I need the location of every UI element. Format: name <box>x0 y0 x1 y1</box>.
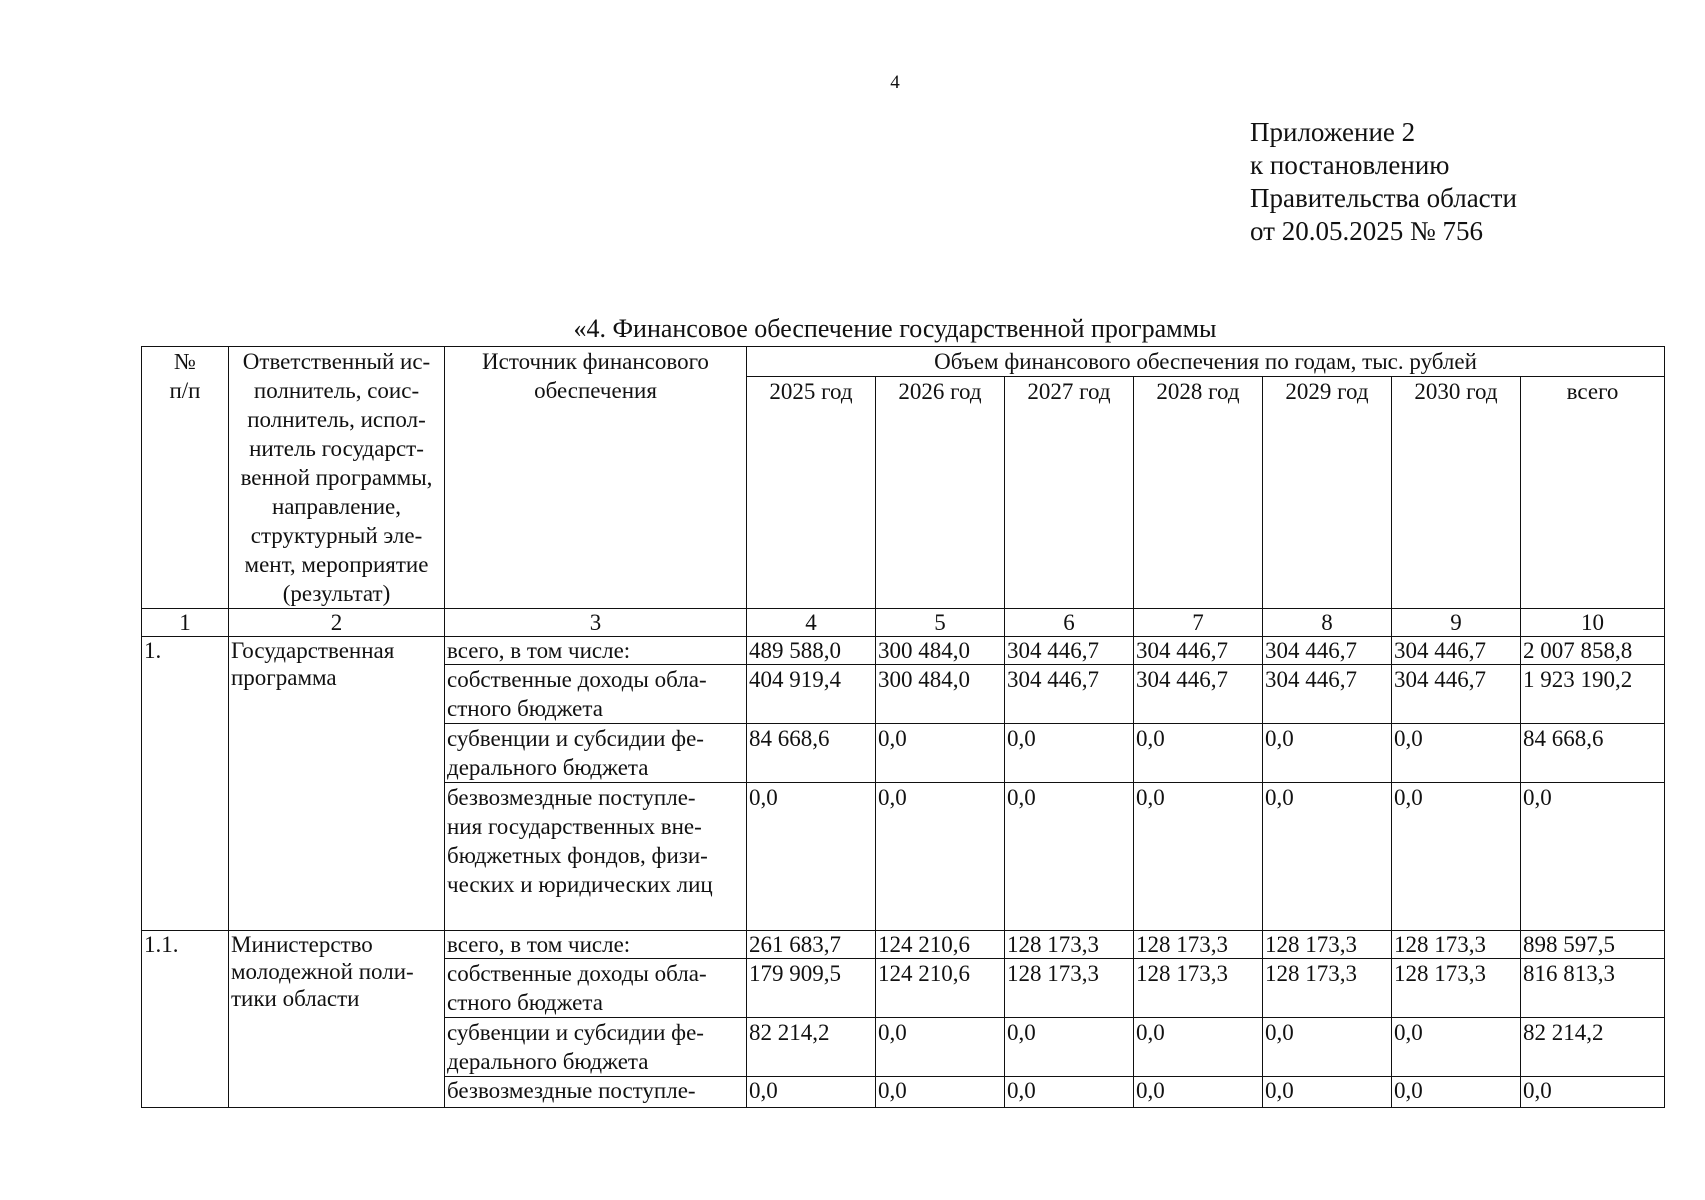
header-row <box>142 347 1665 377</box>
appendix-line: Приложение 2 <box>1250 117 1416 147</box>
year-value-cell: 489 588,0 <box>747 637 876 665</box>
year-value-cell: 304 446,7 <box>1134 637 1263 665</box>
header-text: обеспечения <box>534 378 657 403</box>
year-value-cell: 128 173,3 <box>1263 959 1392 1018</box>
year-value-cell: 304 446,7 <box>1005 665 1134 724</box>
year-value-cell: 304 446,7 <box>1263 665 1392 724</box>
year-value-cell: 0,0 <box>876 724 1005 783</box>
header-text: (результат) <box>282 581 391 606</box>
header-text: п/п <box>169 378 201 403</box>
column-number: 7 <box>1134 609 1263 637</box>
year-value-cell: 0,0 <box>747 1077 876 1108</box>
total-value-cell: 0,0 <box>1521 1077 1665 1108</box>
total-value-cell: 84 668,6 <box>1521 724 1665 783</box>
header-text: Источник финансового <box>482 349 709 374</box>
header-text: № <box>174 349 196 374</box>
year-value-cell: 0,0 <box>1392 724 1521 783</box>
column-number: 8 <box>1263 609 1392 637</box>
total-value-cell: 0,0 <box>1521 783 1665 931</box>
column-number: 1 <box>142 609 229 637</box>
table-row <box>142 931 1665 959</box>
year-value-cell: 0,0 <box>1263 724 1392 783</box>
header-year: 2026 год <box>876 377 1005 609</box>
responsible-line: Министерство <box>231 932 373 957</box>
year-value-cell: 0,0 <box>1392 783 1521 931</box>
source-line: бюджетных фондов, физи- <box>447 843 708 868</box>
table-row <box>142 637 1665 665</box>
source-line: собственные доходы обла- <box>447 961 707 986</box>
header-text: полнитель, испол- <box>247 407 426 432</box>
year-value-cell: 0,0 <box>1392 1077 1521 1108</box>
appendix-block <box>1250 116 1517 248</box>
year-value-cell: 179 909,5 <box>747 959 876 1018</box>
year-value-cell: 0,0 <box>876 1018 1005 1077</box>
year-value-cell: 304 446,7 <box>1392 665 1521 724</box>
header-text: структурный эле- <box>250 523 423 548</box>
header-text: нитель государст- <box>249 436 424 461</box>
total-value-cell: 82 214,2 <box>1521 1018 1665 1077</box>
header-num <box>142 347 229 609</box>
header-year: 2029 год <box>1263 377 1392 609</box>
column-number: 4 <box>747 609 876 637</box>
source-line: ческих и юридических лиц <box>447 872 713 897</box>
header-text: направление, <box>271 494 402 519</box>
header-year: 2025 год <box>747 377 876 609</box>
year-value-cell: 0,0 <box>1263 1018 1392 1077</box>
year-value-cell: 304 446,7 <box>1005 637 1134 665</box>
header-text: Ответственный ис- <box>242 349 431 374</box>
total-value-cell: 2 007 858,8 <box>1521 637 1665 665</box>
responsible-cell <box>229 931 445 1108</box>
year-value-cell: 0,0 <box>1005 783 1134 931</box>
year-value-cell: 304 446,7 <box>1134 665 1263 724</box>
year-value-cell: 0,0 <box>1134 783 1263 931</box>
year-value-cell: 124 210,6 <box>876 959 1005 1018</box>
source-line: всего, в том числе: <box>447 638 631 663</box>
year-value-cell: 261 683,7 <box>747 931 876 959</box>
year-value-cell: 0,0 <box>1134 724 1263 783</box>
column-number: 5 <box>876 609 1005 637</box>
source-line: безвозмездные поступле- <box>447 1078 696 1103</box>
year-value-cell: 300 484,0 <box>876 665 1005 724</box>
source-line: ния государственных вне- <box>447 814 702 839</box>
header-text: полнитель, соис- <box>253 378 420 403</box>
year-value-cell: 0,0 <box>1005 1018 1134 1077</box>
year-value-cell: 124 210,6 <box>876 931 1005 959</box>
column-number: 3 <box>445 609 747 637</box>
row-number: 1.1. <box>142 931 229 1108</box>
header-responsible <box>229 347 445 609</box>
source-line: стного бюджета <box>447 990 603 1015</box>
responsible-line: программа <box>231 665 337 690</box>
appendix-line: Правительства области <box>1250 183 1517 213</box>
source-cell <box>445 665 747 724</box>
source-cell <box>445 1077 747 1108</box>
source-cell <box>445 959 747 1018</box>
source-line: собственные доходы обла- <box>447 667 707 692</box>
column-number: 10 <box>1521 609 1665 637</box>
row-number: 1. <box>142 637 229 931</box>
financing-table <box>141 346 1665 1108</box>
appendix-line: к постановлению <box>1250 150 1450 180</box>
year-value-cell: 404 919,4 <box>747 665 876 724</box>
header-text: венной программы, <box>240 465 433 490</box>
source-cell <box>445 1018 747 1077</box>
section-title: «4. Финансовое обеспечение государственной программы <box>573 314 1217 343</box>
page-number: 4 <box>890 72 900 93</box>
year-value-cell: 0,0 <box>747 783 876 931</box>
responsible-line: Государственная <box>231 638 395 663</box>
header-year: 2027 год <box>1005 377 1134 609</box>
column-number: 2 <box>229 609 445 637</box>
responsible-cell <box>229 637 445 931</box>
source-line: стного бюджета <box>447 696 603 721</box>
source-line: дерального бюджета <box>447 1049 649 1074</box>
year-value-cell: 0,0 <box>1263 1077 1392 1108</box>
source-cell <box>445 783 747 931</box>
header-volume: Объем финансового обеспечения по годам, тыс. рублей <box>747 347 1665 377</box>
year-value-cell: 300 484,0 <box>876 637 1005 665</box>
column-number: 9 <box>1392 609 1521 637</box>
total-value-cell: 816 813,3 <box>1521 959 1665 1018</box>
source-line: всего, в том числе: <box>447 932 631 957</box>
year-value-cell: 128 173,3 <box>1005 931 1134 959</box>
year-value-cell: 128 173,3 <box>1005 959 1134 1018</box>
header-total: всего <box>1521 377 1665 609</box>
year-value-cell: 128 173,3 <box>1134 959 1263 1018</box>
year-value-cell: 0,0 <box>876 783 1005 931</box>
year-value-cell: 304 446,7 <box>1263 637 1392 665</box>
source-line: безвозмездные поступле- <box>447 785 696 810</box>
year-value-cell: 128 173,3 <box>1134 931 1263 959</box>
column-numbers-row <box>142 609 1665 637</box>
year-value-cell: 0,0 <box>876 1077 1005 1108</box>
source-cell <box>445 931 747 959</box>
year-value-cell: 128 173,3 <box>1392 931 1521 959</box>
source-line: субвенции и субсидии фе- <box>447 1020 704 1045</box>
year-value-cell: 0,0 <box>1134 1077 1263 1108</box>
total-value-cell: 898 597,5 <box>1521 931 1665 959</box>
year-value-cell: 304 446,7 <box>1392 637 1521 665</box>
year-value-cell: 0,0 <box>1263 783 1392 931</box>
column-number: 6 <box>1005 609 1134 637</box>
year-value-cell: 0,0 <box>1005 1077 1134 1108</box>
source-cell <box>445 724 747 783</box>
responsible-line: тики области <box>231 986 360 1011</box>
header-text: мент, мероприятие <box>244 552 429 577</box>
appendix-line: от 20.05.2025 № 756 <box>1250 216 1483 246</box>
source-line: субвенции и субсидии фе- <box>447 726 704 751</box>
source-cell <box>445 637 747 665</box>
year-value-cell: 0,0 <box>1134 1018 1263 1077</box>
header-year: 2028 год <box>1134 377 1263 609</box>
responsible-line: молодежной поли- <box>231 959 414 984</box>
header-source <box>445 347 747 609</box>
total-value-cell: 1 923 190,2 <box>1521 665 1665 724</box>
year-value-cell: 0,0 <box>1392 1018 1521 1077</box>
year-value-cell: 82 214,2 <box>747 1018 876 1077</box>
year-value-cell: 128 173,3 <box>1263 931 1392 959</box>
header-year: 2030 год <box>1392 377 1521 609</box>
year-value-cell: 0,0 <box>1005 724 1134 783</box>
source-line: дерального бюджета <box>447 755 649 780</box>
year-value-cell: 84 668,6 <box>747 724 876 783</box>
year-value-cell: 128 173,3 <box>1392 959 1521 1018</box>
